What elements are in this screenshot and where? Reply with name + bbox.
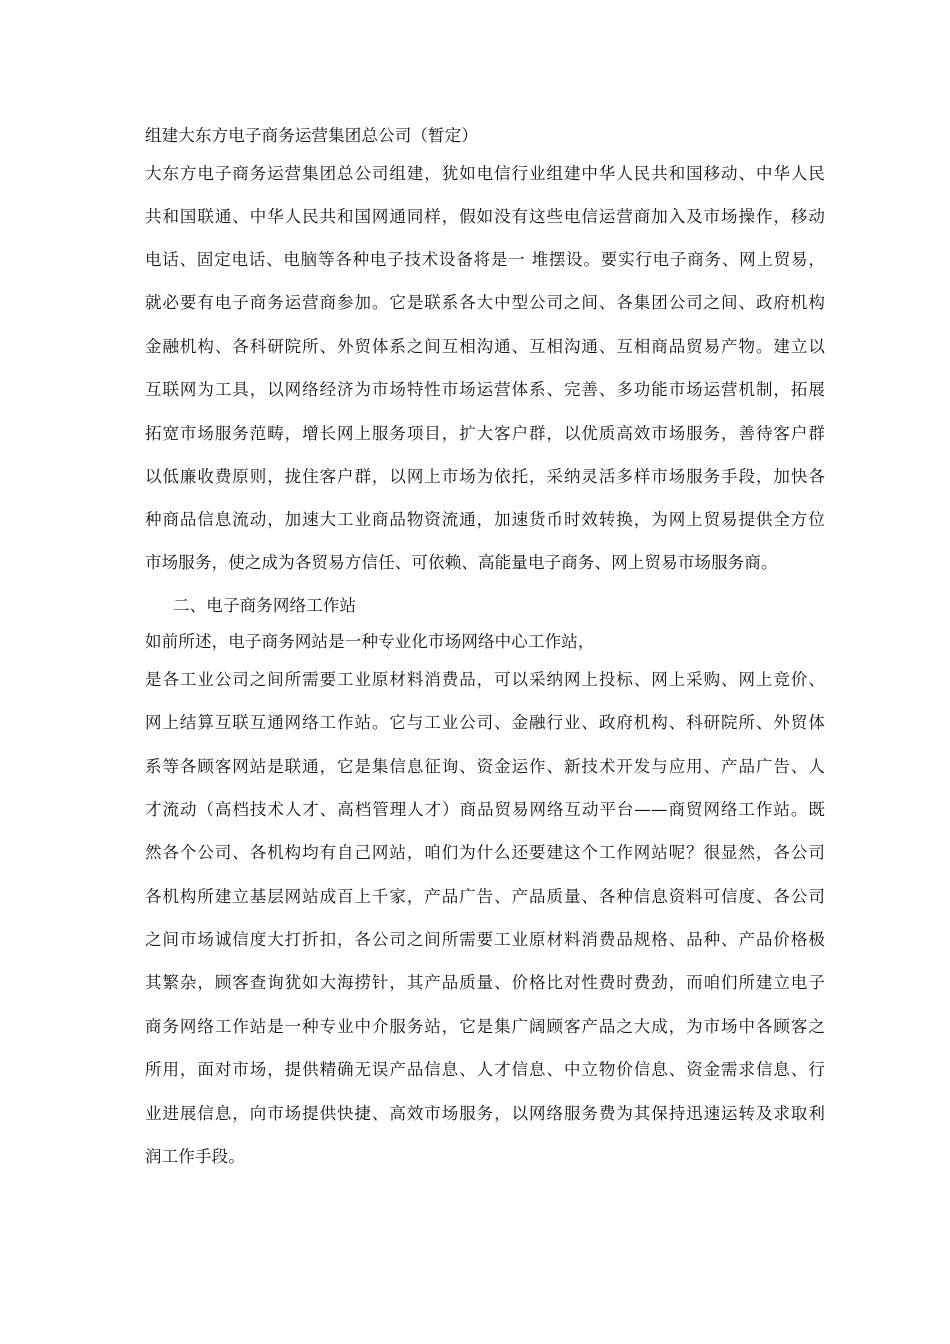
paragraph-1-line: 就必要有电子商务运营商参加。它是联系各大中型公司之间、各集团公司之间、政府机构 <box>145 293 825 312</box>
paragraph-2-line: 然各个公司、各机构均有自己网站，咱们为什么还要建这个工作网站呢？很显然，各公司 <box>145 843 825 862</box>
paragraph-1-line: 电话、固定电话、电脑等各种电子技术设备将是一 堆摆设。要实行电子商务、网上贸易， <box>145 250 825 269</box>
paragraph-1-line: 拓宽市场服务范畴，增长网上服务项目，扩大客户群，以优质高效市场服务，善待客户群 <box>145 424 825 443</box>
paragraph-2-line: 是各工业公司之间所需要工业原材料消费品，可以采纳网上投标、网上采购、网上竞价、 <box>145 670 825 689</box>
paragraph-2-line: 业进展信息，向市场提供快捷、高效市场服务，以网络服务费为其保持迅速运转及求取利 <box>145 1104 825 1123</box>
paragraph-2-line: 网上结算互联互通网络工作站。它与工业公司、金融行业、政府机构、科研院所、外贸体 <box>145 713 825 732</box>
paragraph-1-line: 共和国联通、中华人民共和国网通同样，假如没有这些电信运营商加入及市场操作，移动 <box>145 207 825 226</box>
paragraph-1-line: 大东方电子商务运营集团总公司组建，犹如电信行业组建中华人民共和国移动、中华人民 <box>145 164 825 183</box>
paragraph-2-line: 商务网络工作站是一种专业中介服务站，它是集广阔顾客产品之大成，为市场中各顾客之 <box>145 1017 825 1036</box>
paragraph-1-line: 金融机构、各科研院所、外贸体系之间互相沟通、互相沟通、互相商品贸易产物。建立以 <box>145 337 825 356</box>
paragraph-1-line: 种商品信息流动，加速大工业商品物资流通，加速货币时效转换，为网上贸易提供全方位 <box>145 510 825 529</box>
paragraph-2-line: 才流动（高档技术人才、高档管理人才）商品贸易网络互动平台——商贸网络工作站。既 <box>145 800 825 819</box>
section-2-heading: 二、电子商务网络工作站 <box>173 596 357 615</box>
paragraph-2-line: 各机构所建立基层网站成百上千家，产品广告、产品质量、各种信息资料可信度、各公司 <box>145 887 825 906</box>
paragraph-2-line: 其繁杂，顾客查询犹如大海捞针，其产品质量、价格比对性费时费劲，而咱们所建立电子 <box>145 973 825 992</box>
document-title: 组建大东方电子商务运营集团总公司（暂定） <box>145 126 478 145</box>
paragraph-2-line: 如前所述，电子商务网站是一种专业化市场网络中心工作站， <box>145 632 595 651</box>
paragraph-2-line: 润工作手段。 <box>145 1147 245 1166</box>
paragraph-1-line: 互联网为工具，以网络经济为市场特性市场运营体系、完善、多功能市场运营机制，拓展 <box>145 380 825 399</box>
paragraph-2-line: 系等各顾客网站是联通，它是集信息征询、资金运作、新技术开发与应用、产品广告、人 <box>145 757 825 776</box>
paragraph-2-line: 所用，面对市场，提供精确无误产品信息、人才信息、中立物价信息、资金需求信息、行 <box>145 1060 825 1079</box>
paragraph-1-line: 以低廉收费原则，拢住客户群，以网上市场为依托，采纳灵活多样市场服务手段，加快各 <box>145 467 825 486</box>
paragraph-2-line: 之间市场诚信度大打折扣，各公司之间所需要工业原材料消费品规格、品种、产品价格极 <box>145 930 825 949</box>
paragraph-1-line: 市场服务，使之成为各贸易方信任、可依赖、高能量电子商务、网上贸易市场服务商。 <box>145 553 778 572</box>
